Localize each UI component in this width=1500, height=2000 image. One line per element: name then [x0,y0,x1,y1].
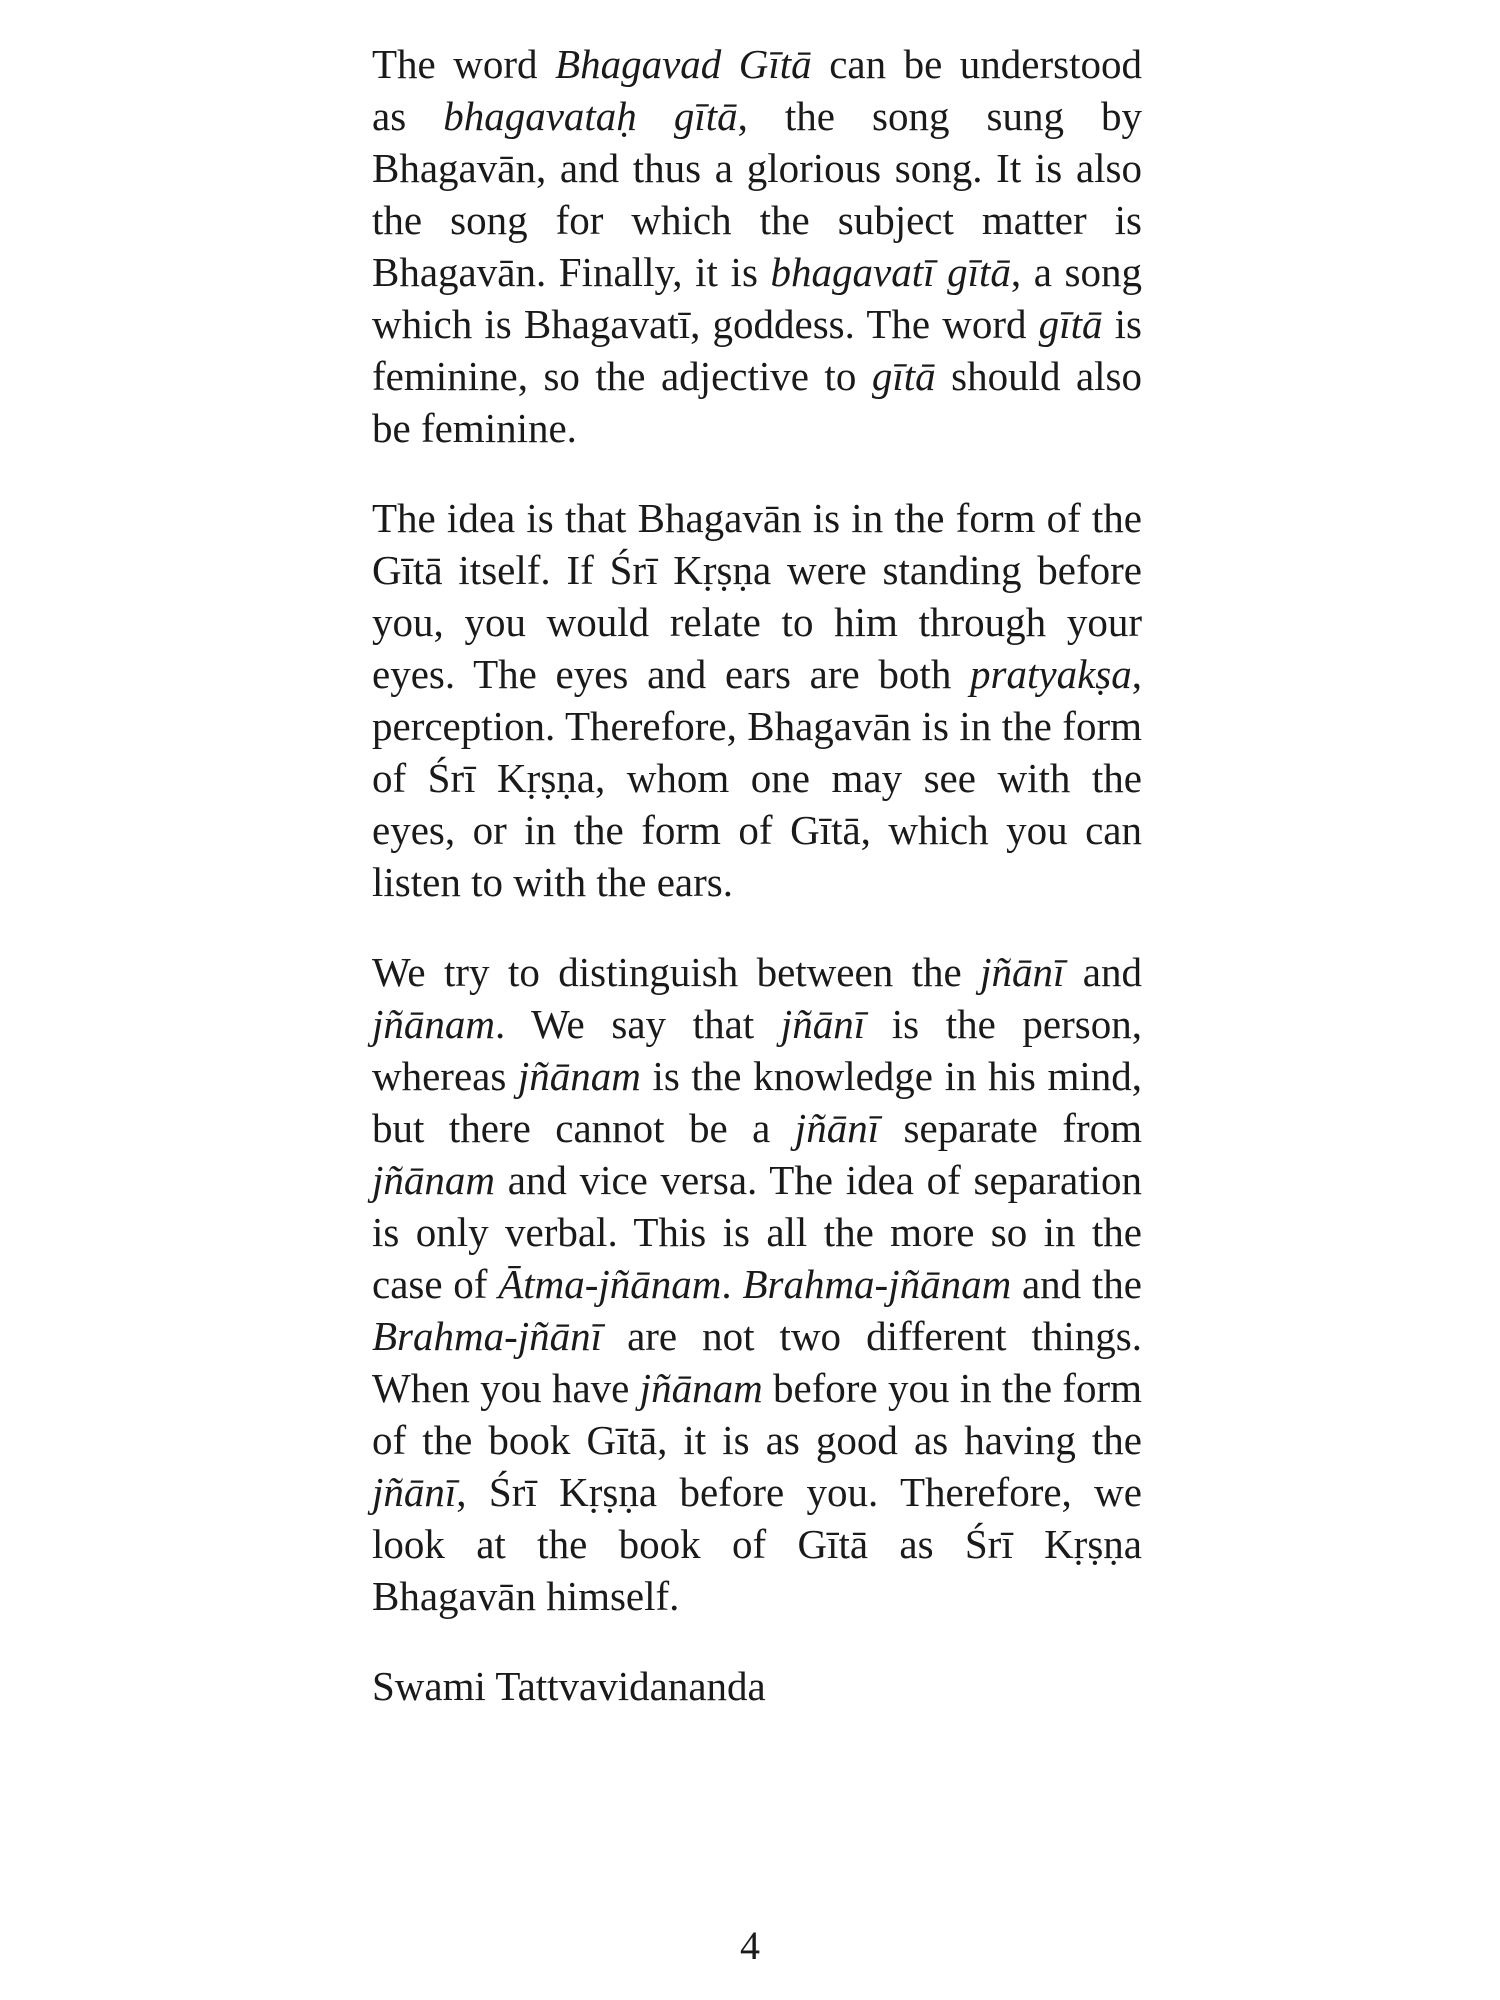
text-run: The idea is that Bhagavān is in the form of the Gītā itself. If Śrī Kṛṣṇa were standing before you, you would relate to him through your eyes. The eyes and ears are both [372,495,1142,697]
paragraph-2 [372,492,1142,908]
text-run: . We say that [495,1001,781,1047]
italic-term: Brahma-jñānī [372,1313,603,1359]
text-run: and the [1011,1261,1143,1307]
italic-term: jñānam [517,1053,641,1099]
text-run: is the person, whereas [372,1001,1142,1099]
text-run: before you in the form of the book Gītā, it is as good as having the [372,1365,1142,1463]
italic-term: gītā [871,353,936,399]
italic-term: Bhagavad Gītā [555,41,812,87]
text-run: should also be feminine. [372,353,1142,451]
text-run: is feminine, so the adjective to [372,301,1142,399]
italic-term: jñānī [780,1001,866,1047]
text-run: is the knowledge in his mind, but there cannot be a [372,1053,1143,1151]
text-run: and vice versa. The idea of separation is only verbal. This is all the more so in the case of [372,1157,1142,1307]
text-run: , Śrī Kṛṣṇa before you. Therefore, we look at the book of Gītā as Śrī Kṛṣṇa Bhagavān himself. [372,1469,1142,1619]
italic-term: jñānī [980,949,1065,995]
text-run: , a song which is Bhagavatī, goddess. The word [372,249,1142,347]
text-run: We try to distinguish between the [372,949,981,995]
page-body [372,38,1142,1712]
italic-term: jñānī [372,1469,457,1515]
text-run: can be understood as [372,41,1143,139]
italic-term: bhagavataḥ gītā [443,93,738,139]
text-run: The word [372,41,556,87]
text-run: separate from [879,1105,1142,1151]
text-run: , the song sung by Bhagavān, and thus a glorious song. It is also the song for which the subject matter is Bhagavān. Finally, it is [372,93,1143,295]
italic-term: jñānī [794,1105,880,1151]
text-run: and [1064,949,1142,995]
italic-term: jñānam [639,1365,763,1411]
text-run: . [721,1261,743,1307]
page-number: 4 [740,1923,760,1968]
italic-term: bhagavatī gītā [770,249,1011,295]
italic-term: Brahma-jñānam [742,1261,1012,1307]
paragraph-3 [372,946,1142,1622]
text-run: , perception. Therefore, Bhagavān is in the form of Śrī Kṛṣṇa, whom one may see with the eyes, or in the form of Gītā, which you can listen to with the ears. [372,651,1142,905]
italic-term: pratyakṣa [970,651,1132,697]
italic-term: Ātma-jñānam [498,1261,722,1307]
italic-term: gītā [1038,301,1103,347]
italic-term: jñānam [372,1001,495,1047]
paragraph-1 [372,38,1142,454]
author-signature: Swami Tattvavidananda [372,1663,766,1709]
body-text [372,38,1142,1622]
italic-term: jñānam [372,1157,495,1203]
text-run: are not two different things. When you have [372,1313,1142,1411]
